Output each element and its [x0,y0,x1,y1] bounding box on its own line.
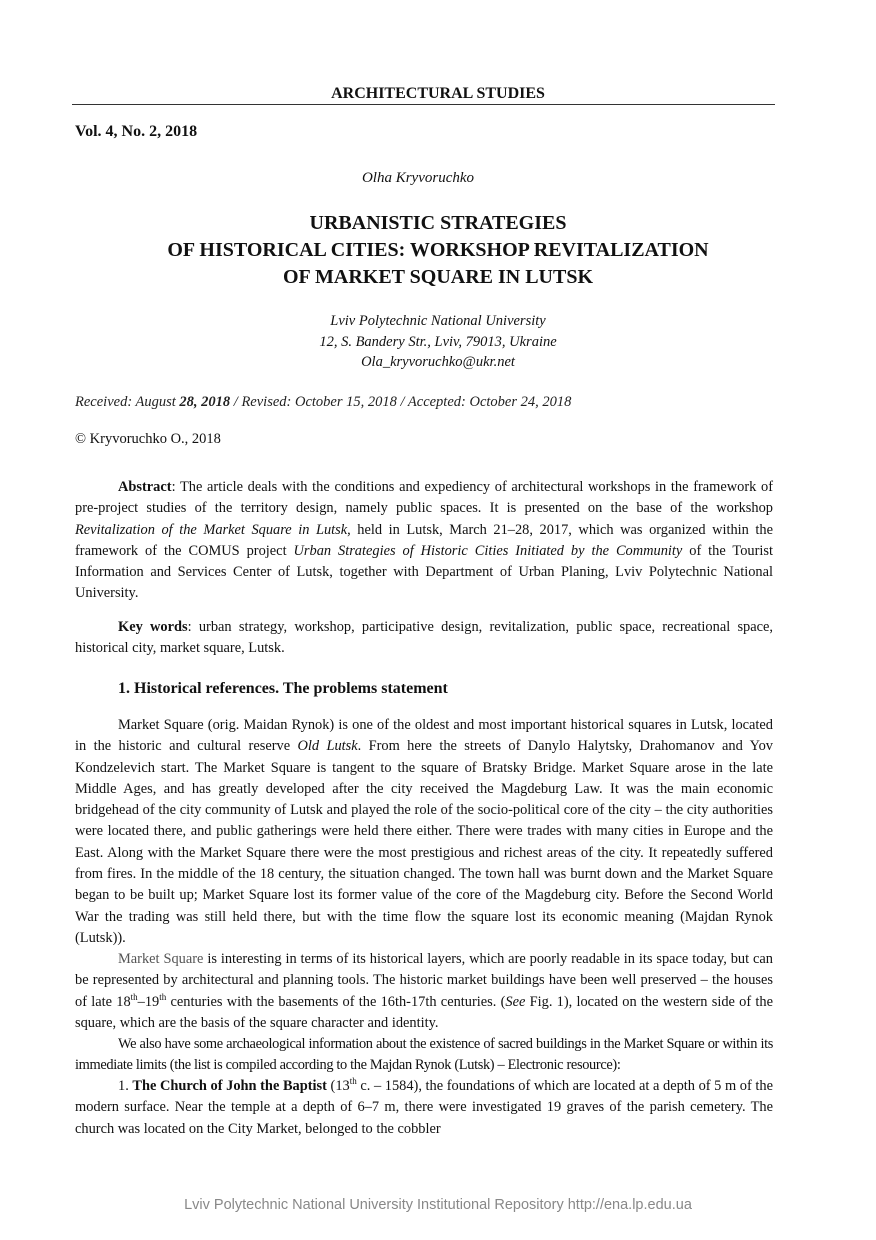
title-line: URBANISTIC STRATEGIES [309,212,567,234]
paragraph-1 [75,715,773,949]
italic-text: See [505,993,526,1010]
title-line: OF MARKET SQUARE IN LUTSK [282,266,594,288]
text: Market Square [118,951,204,967]
abstract-text: , held in Lutsk, March 21–28, 2017, which was organized within the framework of the COMUS project [75,521,773,559]
keywords-text: : urban strategy, workshop, participative design, revitalization, public space, recreational space, historical city, market square, Lutsk. [75,619,774,657]
superscript: th [349,1076,357,1087]
abstract-italic: Urban Strategies of Historic Cities Initiated by the Community [293,542,683,559]
article-title [0,210,876,291]
journal-header: ARCHITECTURAL STUDIES [331,85,545,102]
keywords-label: Key words [118,619,188,635]
header-rule [72,104,775,105]
italic-text: Old Lutsk [297,738,358,755]
abstract-text: of the Tourist Information and Services Center of Lutsk, together with Department of Urban Planing, Lviv Polytechnic National University. [75,542,773,602]
title-line: OF HISTORICAL CITIES: WORKSHOP REVITALIZATION [167,239,709,261]
text: 1. [118,1078,133,1094]
text: –19 [137,993,160,1010]
text: (13 [326,1078,350,1094]
keywords [75,617,773,660]
abstract-italic: Revitalization of the Market Square in Lutsk [75,521,348,538]
revised-accepted: / Revised: October 15, 2018 / Accepted: October 24, 2018 [230,394,572,410]
affiliation-email: Ola_kryvoruchko@ukr.net [361,354,515,370]
copyright: © Kryvoruchko O., 2018 [75,431,221,447]
affiliation-university: Lviv Polytechnic National University [330,313,546,329]
abstract-label: Abstract [118,479,172,495]
affiliation [0,311,876,373]
author: Olha Kryvoruchko [361,170,475,186]
repository-footer: Lviv Polytechnic National University Institutional Repository http://ena.lp.edu.ua [184,1197,692,1213]
abstract [75,477,773,605]
article-dates [75,394,571,411]
received-label: Received: August [75,394,180,410]
text: is interesting in terms of its historical layers, which are poorly readable in its space today, but can be represented by architectural and planning tools. The historic market buildings have been well preserved – the houses of late 18 [75,951,773,1010]
text: . From here the streets of Danylo Halytsky, Drahomanov and Yov Kondzelevich start. The Market Square is tangent to the square of Bratsky Bridge. Market Square arose in the late Middle Ages, and has greatly developed after the city received the Magdeburg Law. It was the main economic bridgehead of the city community of Lutsk and played the role of the socio-political core of the city – the city authorities were located there, and public gatherings were held there either. There were trades with many cities in Europe and the East. Along with the Market Square there were the most prestigious and richest areas of the city. It repeatedly suffered from fires. In the middle of the 18 century, the situation changed. The town hall was burnt down and the Market Square began to be built up; Market Square lost its former value of the core of the Magdeburg city. Before the Second World War the trading was still held there, but with the time flow the square lost its economic meaning (Majdan Rynok (Lutsk)). [75,738,773,946]
affiliation-address: 12, S. Bandery Str., Lviv, 79013, Ukraine [319,333,557,350]
received-date: 28, 2018 [179,394,231,410]
section-heading: 1. Historical references. The problems statement [118,680,448,697]
superscript: th [130,991,138,1002]
paragraph-2 [75,949,773,1034]
text: c. – 1584), the foundations of which are located at a depth of 5 m of the modern surface. Near the temple at a depth of 6–7 m, there were investigated 19 graves of the parish cemetery. The church was located on the City Market, belonged to the cobbler [75,1078,773,1137]
bold-text: The Church of John the Baptist [132,1078,327,1094]
text: Market Square (orig. Maidan Rynok) is one of the oldest and most important historical squares in Lutsk, located in the historic and cultural reserve [75,717,773,755]
paragraph-4 [75,1076,773,1140]
text: Fig. 1), located on the western side of the square, which are the basis of the square character and identity. [75,993,773,1031]
paragraph-3: We also have some archaeological information about the existence of sacred buildings in the Market Square or within its immediate limits (the list is compiled according to the Majdan Rynok (Lutsk) – Electronic resource): [75,1036,773,1074]
abstract-text: : The article deals with the conditions and expediency of architectural workshops in the framework of pre-project studies of the territory design, namely public spaces. It is presented on the base of the workshop [75,479,773,517]
text: centuries with the basements of the 16th-17th centuries. ( [166,993,506,1010]
volume-info: Vol. 4, No. 2, 2018 [75,123,198,140]
superscript: th [159,991,167,1002]
